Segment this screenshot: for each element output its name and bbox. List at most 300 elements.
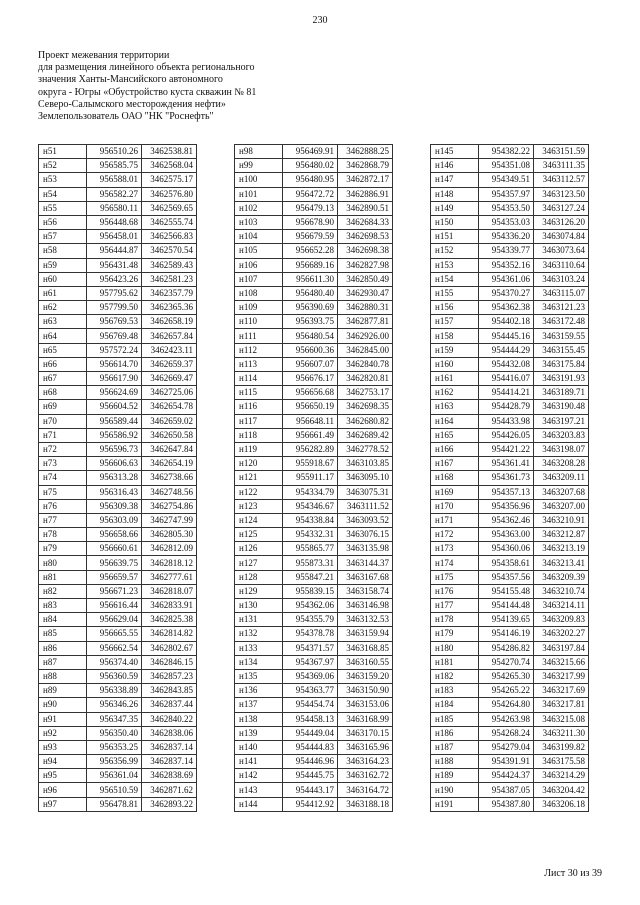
x-coordinate-cell: 954363.00 xyxy=(479,528,534,542)
point-id-cell: н101 xyxy=(235,187,283,201)
table-row xyxy=(431,528,589,542)
table-row xyxy=(235,159,393,173)
point-id-cell: н51 xyxy=(39,145,87,159)
table-row xyxy=(431,442,589,456)
point-id-cell: н131 xyxy=(235,613,283,627)
y-coordinate-cell: 3463074.84 xyxy=(534,230,589,244)
x-coordinate-cell: 956660.61 xyxy=(87,542,142,556)
y-coordinate-cell: 3463170.15 xyxy=(338,726,393,740)
y-coordinate-cell: 3462357.79 xyxy=(142,286,197,300)
table-row xyxy=(431,286,589,300)
table-row xyxy=(39,244,197,258)
point-id-cell: н176 xyxy=(431,584,479,598)
y-coordinate-cell: 3463127.24 xyxy=(534,201,589,215)
x-coordinate-cell: 954357.56 xyxy=(479,570,534,584)
point-id-cell: н114 xyxy=(235,372,283,386)
x-coordinate-cell: 956582.27 xyxy=(87,187,142,201)
point-id-cell: н162 xyxy=(431,386,479,400)
x-coordinate-cell: 956282.89 xyxy=(283,442,338,456)
x-coordinate-cell: 954444.83 xyxy=(283,740,338,754)
y-coordinate-cell: 3462566.83 xyxy=(142,230,197,244)
x-coordinate-cell: 956444.87 xyxy=(87,244,142,258)
x-coordinate-cell: 954355.79 xyxy=(283,613,338,627)
point-id-cell: н112 xyxy=(235,343,283,357)
point-id-cell: н77 xyxy=(39,513,87,527)
header-line: Проект межевания территории xyxy=(38,50,170,61)
y-coordinate-cell: 3462890.51 xyxy=(338,201,393,215)
point-id-cell: н183 xyxy=(431,684,479,698)
y-coordinate-cell: 3462812.09 xyxy=(142,542,197,556)
y-coordinate-cell: 3463150.90 xyxy=(338,684,393,698)
y-coordinate-cell: 3462698.38 xyxy=(338,244,393,258)
x-coordinate-cell: 956423.26 xyxy=(87,272,142,286)
y-coordinate-cell: 3463155.45 xyxy=(534,343,589,357)
point-id-cell: н86 xyxy=(39,641,87,655)
y-coordinate-cell: 3462930.47 xyxy=(338,286,393,300)
table-row xyxy=(235,542,393,556)
table-row xyxy=(39,797,197,811)
table-row xyxy=(431,244,589,258)
point-id-cell: н73 xyxy=(39,457,87,471)
x-coordinate-cell: 956689.16 xyxy=(283,258,338,272)
y-coordinate-cell: 3462843.85 xyxy=(142,684,197,698)
point-id-cell: н75 xyxy=(39,485,87,499)
y-coordinate-cell: 3463123.50 xyxy=(534,187,589,201)
x-coordinate-cell: 956580.11 xyxy=(87,201,142,215)
x-coordinate-cell: 954155.48 xyxy=(479,584,534,598)
point-id-cell: н78 xyxy=(39,528,87,542)
point-id-cell: н126 xyxy=(235,542,283,556)
table-row xyxy=(431,357,589,371)
table-row xyxy=(39,173,197,187)
point-id-cell: н147 xyxy=(431,173,479,187)
y-coordinate-cell: 3462689.42 xyxy=(338,428,393,442)
y-coordinate-cell: 3462589.43 xyxy=(142,258,197,272)
point-id-cell: н96 xyxy=(39,783,87,797)
x-coordinate-cell: 956480.54 xyxy=(283,329,338,343)
x-coordinate-cell: 956510.59 xyxy=(87,783,142,797)
point-id-cell: н121 xyxy=(235,471,283,485)
x-coordinate-cell: 954445.16 xyxy=(479,329,534,343)
point-id-cell: н179 xyxy=(431,627,479,641)
x-coordinate-cell: 956671.23 xyxy=(87,584,142,598)
x-coordinate-cell: 957572.24 xyxy=(87,343,142,357)
x-coordinate-cell: 954361.41 xyxy=(479,457,534,471)
table-row xyxy=(39,542,197,556)
point-id-cell: н154 xyxy=(431,272,479,286)
point-id-cell: н143 xyxy=(235,783,283,797)
table-row xyxy=(39,272,197,286)
y-coordinate-cell: 3462837.14 xyxy=(142,740,197,754)
table-row xyxy=(39,556,197,570)
y-coordinate-cell: 3462818.12 xyxy=(142,556,197,570)
y-coordinate-cell: 3462748.56 xyxy=(142,485,197,499)
x-coordinate-cell: 954139.65 xyxy=(479,613,534,627)
x-coordinate-cell: 954334.79 xyxy=(283,485,338,499)
x-coordinate-cell: 956480.02 xyxy=(283,159,338,173)
table-row xyxy=(39,286,197,300)
y-coordinate-cell: 3463168.99 xyxy=(338,712,393,726)
table-row xyxy=(431,471,589,485)
table-row xyxy=(431,272,589,286)
point-id-cell: н79 xyxy=(39,542,87,556)
y-coordinate-cell: 3462805.30 xyxy=(142,528,197,542)
table-row xyxy=(39,641,197,655)
x-coordinate-cell: 955847.21 xyxy=(283,570,338,584)
point-id-cell: н156 xyxy=(431,301,479,315)
table-row xyxy=(39,684,197,698)
table-row xyxy=(235,414,393,428)
x-coordinate-cell: 955865.77 xyxy=(283,542,338,556)
table-row xyxy=(235,343,393,357)
x-coordinate-cell: 956393.75 xyxy=(283,315,338,329)
x-coordinate-cell: 954146.19 xyxy=(479,627,534,641)
y-coordinate-cell: 3463158.74 xyxy=(338,584,393,598)
table-row xyxy=(431,755,589,769)
point-id-cell: н174 xyxy=(431,556,479,570)
y-coordinate-cell: 3462725.06 xyxy=(142,386,197,400)
point-id-cell: н120 xyxy=(235,457,283,471)
table-row xyxy=(431,599,589,613)
table-row xyxy=(39,698,197,712)
y-coordinate-cell: 3463175.84 xyxy=(534,357,589,371)
point-id-cell: н93 xyxy=(39,740,87,754)
y-coordinate-cell: 3463199.82 xyxy=(534,740,589,754)
table-row xyxy=(235,570,393,584)
x-coordinate-cell: 954268.24 xyxy=(479,726,534,740)
point-id-cell: н189 xyxy=(431,769,479,783)
x-coordinate-cell: 956360.59 xyxy=(87,669,142,683)
table-row xyxy=(39,499,197,513)
point-id-cell: н83 xyxy=(39,599,87,613)
point-id-cell: н138 xyxy=(235,712,283,726)
x-coordinate-cell: 955873.31 xyxy=(283,556,338,570)
point-id-cell: н139 xyxy=(235,726,283,740)
table-row xyxy=(235,230,393,244)
table-row xyxy=(39,414,197,428)
x-coordinate-cell: 956659.57 xyxy=(87,570,142,584)
y-coordinate-cell: 3463215.66 xyxy=(534,655,589,669)
x-coordinate-cell: 954265.22 xyxy=(479,684,534,698)
point-id-cell: н66 xyxy=(39,357,87,371)
y-coordinate-cell: 3462820.81 xyxy=(338,372,393,386)
coordinates-table-3 xyxy=(430,144,589,812)
point-id-cell: н95 xyxy=(39,769,87,783)
x-coordinate-cell: 954433.98 xyxy=(479,414,534,428)
y-coordinate-cell: 3463210.91 xyxy=(534,513,589,527)
y-coordinate-cell: 3463167.68 xyxy=(338,570,393,584)
y-coordinate-cell: 3463093.52 xyxy=(338,513,393,527)
point-id-cell: н165 xyxy=(431,428,479,442)
x-coordinate-cell: 954445.75 xyxy=(283,769,338,783)
y-coordinate-cell: 3463209.39 xyxy=(534,570,589,584)
point-id-cell: н80 xyxy=(39,556,87,570)
table-row xyxy=(39,301,197,315)
point-id-cell: н119 xyxy=(235,442,283,456)
point-id-cell: н63 xyxy=(39,315,87,329)
table-row xyxy=(39,740,197,754)
y-coordinate-cell: 3463212.87 xyxy=(534,528,589,542)
point-id-cell: н171 xyxy=(431,513,479,527)
y-coordinate-cell: 3463162.72 xyxy=(338,769,393,783)
point-id-cell: н188 xyxy=(431,755,479,769)
table-row xyxy=(235,641,393,655)
point-id-cell: н60 xyxy=(39,272,87,286)
table-row xyxy=(431,372,589,386)
y-coordinate-cell: 3462818.07 xyxy=(142,584,197,598)
point-id-cell: н190 xyxy=(431,783,479,797)
table-row xyxy=(431,329,589,343)
x-coordinate-cell: 954279.04 xyxy=(479,740,534,754)
table-row xyxy=(39,584,197,598)
x-coordinate-cell: 956458.01 xyxy=(87,230,142,244)
x-coordinate-cell: 954264.80 xyxy=(479,698,534,712)
x-coordinate-cell: 954263.98 xyxy=(479,712,534,726)
point-id-cell: н158 xyxy=(431,329,479,343)
y-coordinate-cell: 3462698.35 xyxy=(338,400,393,414)
x-coordinate-cell: 956510.26 xyxy=(87,145,142,159)
table-row xyxy=(235,286,393,300)
x-coordinate-cell: 956614.70 xyxy=(87,357,142,371)
x-coordinate-cell: 954360.06 xyxy=(479,542,534,556)
y-coordinate-cell: 3462538.81 xyxy=(142,145,197,159)
x-coordinate-cell: 954367.97 xyxy=(283,655,338,669)
point-id-cell: н173 xyxy=(431,542,479,556)
x-coordinate-cell: 954458.13 xyxy=(283,712,338,726)
y-coordinate-cell: 3463213.19 xyxy=(534,542,589,556)
point-id-cell: н122 xyxy=(235,485,283,499)
x-coordinate-cell: 957795.62 xyxy=(87,286,142,300)
table-row xyxy=(39,783,197,797)
y-coordinate-cell: 3462650.58 xyxy=(142,428,197,442)
y-coordinate-cell: 3463197.84 xyxy=(534,641,589,655)
x-coordinate-cell: 956448.68 xyxy=(87,215,142,229)
table-row xyxy=(431,173,589,187)
point-id-cell: н90 xyxy=(39,698,87,712)
point-id-cell: н102 xyxy=(235,201,283,215)
point-id-cell: н70 xyxy=(39,414,87,428)
y-coordinate-cell: 3462877.81 xyxy=(338,315,393,329)
table-row xyxy=(39,442,197,456)
point-id-cell: н141 xyxy=(235,755,283,769)
table-row xyxy=(235,726,393,740)
table-row xyxy=(39,712,197,726)
y-coordinate-cell: 3462658.19 xyxy=(142,315,197,329)
point-id-cell: н108 xyxy=(235,286,283,300)
table-row xyxy=(431,343,589,357)
y-coordinate-cell: 3463165.96 xyxy=(338,740,393,754)
y-coordinate-cell: 3462840.22 xyxy=(142,712,197,726)
point-id-cell: н61 xyxy=(39,286,87,300)
table-row xyxy=(235,655,393,669)
x-coordinate-cell: 954362.06 xyxy=(283,599,338,613)
point-id-cell: н62 xyxy=(39,301,87,315)
y-coordinate-cell: 3463110.64 xyxy=(534,258,589,272)
point-id-cell: н98 xyxy=(235,145,283,159)
x-coordinate-cell: 956303.09 xyxy=(87,513,142,527)
y-coordinate-cell: 3462575.17 xyxy=(142,173,197,187)
x-coordinate-cell: 954286.82 xyxy=(479,641,534,655)
point-id-cell: н182 xyxy=(431,669,479,683)
y-coordinate-cell: 3463160.55 xyxy=(338,655,393,669)
y-coordinate-cell: 3462738.66 xyxy=(142,471,197,485)
x-coordinate-cell: 955911.17 xyxy=(283,471,338,485)
table-row xyxy=(39,201,197,215)
table-row xyxy=(39,159,197,173)
x-coordinate-cell: 954416.07 xyxy=(479,372,534,386)
y-coordinate-cell: 3463132.53 xyxy=(338,613,393,627)
y-coordinate-cell: 3462581.23 xyxy=(142,272,197,286)
point-id-cell: н159 xyxy=(431,343,479,357)
y-coordinate-cell: 3462569.65 xyxy=(142,201,197,215)
x-coordinate-cell: 954357.13 xyxy=(479,485,534,499)
x-coordinate-cell: 954370.27 xyxy=(479,286,534,300)
point-id-cell: н113 xyxy=(235,357,283,371)
header-line: округа - Югры «Обустройство куста скважин № 81 xyxy=(38,86,257,98)
header-line: Северо-Салымского месторождения нефти» xyxy=(38,98,226,110)
x-coordinate-cell: 956361.04 xyxy=(87,769,142,783)
point-id-cell: н134 xyxy=(235,655,283,669)
point-id-cell: н146 xyxy=(431,159,479,173)
table-row xyxy=(431,230,589,244)
y-coordinate-cell: 3463121.23 xyxy=(534,301,589,315)
y-coordinate-cell: 3462888.25 xyxy=(338,145,393,159)
x-coordinate-cell: 954362.38 xyxy=(479,301,534,315)
y-coordinate-cell: 3463111.35 xyxy=(534,159,589,173)
table-row xyxy=(235,145,393,159)
y-coordinate-cell: 3462837.14 xyxy=(142,755,197,769)
x-coordinate-cell: 956658.66 xyxy=(87,528,142,542)
point-id-cell: н94 xyxy=(39,755,87,769)
x-coordinate-cell: 954421.22 xyxy=(479,442,534,456)
point-id-cell: н132 xyxy=(235,627,283,641)
table-row xyxy=(39,357,197,371)
table-row xyxy=(235,258,393,272)
x-coordinate-cell: 956662.54 xyxy=(87,641,142,655)
y-coordinate-cell: 3462654.19 xyxy=(142,457,197,471)
point-id-cell: н148 xyxy=(431,187,479,201)
x-coordinate-cell: 954378.78 xyxy=(283,627,338,641)
x-coordinate-cell: 956600.36 xyxy=(283,343,338,357)
table-row xyxy=(431,769,589,783)
table-row xyxy=(39,187,197,201)
point-id-cell: н133 xyxy=(235,641,283,655)
x-coordinate-cell: 956313.28 xyxy=(87,471,142,485)
x-coordinate-cell: 956624.69 xyxy=(87,386,142,400)
table-row xyxy=(39,471,197,485)
point-id-cell: н81 xyxy=(39,570,87,584)
x-coordinate-cell: 954444.29 xyxy=(479,343,534,357)
y-coordinate-cell: 3463217.81 xyxy=(534,698,589,712)
table-row xyxy=(431,215,589,229)
header-line: значения Ханты-Мансийского автономного xyxy=(38,74,223,86)
y-coordinate-cell: 3462840.78 xyxy=(338,357,393,371)
table-row xyxy=(431,655,589,669)
table-row xyxy=(235,584,393,598)
x-coordinate-cell: 956347.35 xyxy=(87,712,142,726)
table-row xyxy=(235,215,393,229)
point-id-cell: н140 xyxy=(235,740,283,754)
table-row xyxy=(235,201,393,215)
y-coordinate-cell: 3462838.06 xyxy=(142,726,197,740)
y-coordinate-cell: 3462868.79 xyxy=(338,159,393,173)
y-coordinate-cell: 3462698.53 xyxy=(338,230,393,244)
x-coordinate-cell: 956585.75 xyxy=(87,159,142,173)
point-id-cell: н76 xyxy=(39,499,87,513)
x-coordinate-cell: 954356.96 xyxy=(479,499,534,513)
y-coordinate-cell: 3463214.11 xyxy=(534,599,589,613)
y-coordinate-cell: 3462845.00 xyxy=(338,343,393,357)
point-id-cell: н160 xyxy=(431,357,479,371)
x-coordinate-cell: 956469.91 xyxy=(283,145,338,159)
point-id-cell: н87 xyxy=(39,655,87,669)
table-row xyxy=(235,372,393,386)
y-coordinate-cell: 3463208.28 xyxy=(534,457,589,471)
coordinates-table-2 xyxy=(234,144,393,812)
y-coordinate-cell: 3462659.02 xyxy=(142,414,197,428)
header-line: для размещения линейного объекта регионального xyxy=(38,62,255,74)
x-coordinate-cell: 956309.38 xyxy=(87,499,142,513)
y-coordinate-cell: 3462680.82 xyxy=(338,414,393,428)
y-coordinate-cell: 3463076.15 xyxy=(338,528,393,542)
table-row xyxy=(235,783,393,797)
y-coordinate-cell: 3463189.71 xyxy=(534,386,589,400)
x-coordinate-cell: 956390.69 xyxy=(283,301,338,315)
y-coordinate-cell: 3463095.10 xyxy=(338,471,393,485)
point-id-cell: н109 xyxy=(235,301,283,315)
table-row xyxy=(235,400,393,414)
y-coordinate-cell: 3462423.11 xyxy=(142,343,197,357)
x-coordinate-cell: 956769.53 xyxy=(87,315,142,329)
y-coordinate-cell: 3463175.58 xyxy=(534,755,589,769)
x-coordinate-cell: 954351.08 xyxy=(479,159,534,173)
table-row xyxy=(235,755,393,769)
x-coordinate-cell: 956346.26 xyxy=(87,698,142,712)
table-row xyxy=(235,528,393,542)
point-id-cell: н64 xyxy=(39,329,87,343)
table-row xyxy=(235,301,393,315)
x-coordinate-cell: 954363.77 xyxy=(283,684,338,698)
point-id-cell: н150 xyxy=(431,215,479,229)
y-coordinate-cell: 3463111.52 xyxy=(338,499,393,513)
x-coordinate-cell: 956338.89 xyxy=(87,684,142,698)
table-row xyxy=(39,329,197,343)
x-coordinate-cell: 954339.77 xyxy=(479,244,534,258)
table-row xyxy=(431,258,589,272)
y-coordinate-cell: 3462871.62 xyxy=(142,783,197,797)
point-id-cell: н161 xyxy=(431,372,479,386)
table-row xyxy=(39,755,197,769)
table-row xyxy=(235,471,393,485)
point-id-cell: н92 xyxy=(39,726,87,740)
x-coordinate-cell: 956606.63 xyxy=(87,457,142,471)
point-id-cell: н116 xyxy=(235,400,283,414)
point-id-cell: н167 xyxy=(431,457,479,471)
table-row xyxy=(235,698,393,712)
point-id-cell: н65 xyxy=(39,343,87,357)
x-coordinate-cell: 954446.96 xyxy=(283,755,338,769)
table-row xyxy=(39,315,197,329)
y-coordinate-cell: 3462684.33 xyxy=(338,215,393,229)
x-coordinate-cell: 954412.92 xyxy=(283,797,338,811)
table-row xyxy=(431,513,589,527)
point-id-cell: н186 xyxy=(431,726,479,740)
point-id-cell: н123 xyxy=(235,499,283,513)
point-id-cell: н55 xyxy=(39,201,87,215)
x-coordinate-cell: 954424.37 xyxy=(479,769,534,783)
y-coordinate-cell: 3463209.83 xyxy=(534,613,589,627)
sheet-counter: Лист 30 из 39 xyxy=(544,868,602,879)
